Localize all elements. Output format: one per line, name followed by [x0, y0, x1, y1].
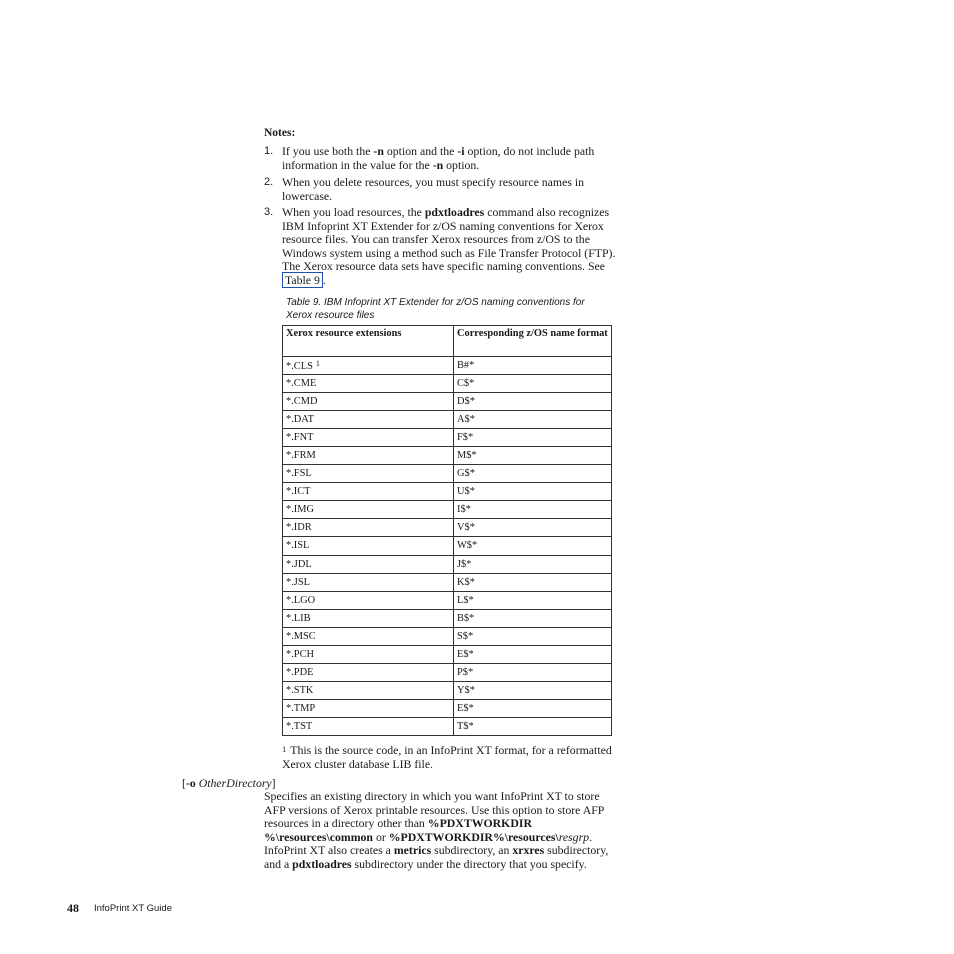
subdirectory-name: xrxres [512, 843, 545, 858]
table-row [283, 465, 612, 483]
cell-extension [283, 411, 454, 429]
description-text-run: Specifies an existing directory in which you want InfoPrint XT to store AFP versions of Xerox printable resources. Use this option to store AFP resources in a directory other than [264, 789, 604, 831]
footnote-marker: 1 [282, 744, 287, 754]
cell-zos-format: V$* [454, 519, 612, 537]
cell-extension [283, 591, 454, 609]
table-row [283, 573, 612, 591]
cell-extension [283, 627, 454, 645]
extension-text: *.CME [286, 378, 317, 390]
cell-extension [283, 375, 454, 393]
description-text-run: subdirectory, and a [264, 843, 609, 871]
extension-text: *.STK [286, 684, 314, 696]
table-row [283, 663, 612, 681]
table-row [283, 537, 612, 555]
extension-text: *.ISL [286, 540, 310, 552]
cell-zos-format: B#* [454, 357, 612, 375]
option-term [182, 776, 276, 791]
extension-text: *.FSL [286, 468, 312, 480]
note-text-run: command also recognizes IBM Infoprint XT Extender for z/OS naming conventions for Xerox resource files. You can transfer Xerox resources from z/OS to the Windows system using a method such as File Transfer Protocol (FTP). The Xerox resource data sets have specific naming conventions. See [282, 205, 616, 274]
table-row [283, 447, 612, 465]
extension-text: *.ICT [286, 486, 311, 498]
cell-zos-format: K$* [454, 573, 612, 591]
table-header-row [283, 326, 612, 357]
option-parameter: OtherDirectory [198, 776, 272, 790]
extension-text: *.IMG [286, 504, 314, 516]
note-number: 1. [264, 145, 274, 157]
table-row [283, 483, 612, 501]
table-row [283, 393, 612, 411]
table-footnote [282, 743, 612, 771]
footnote-text: This is the source code, in an InfoPrint XT format, for a reformatted Xerox cluster database LIB file. [282, 743, 612, 771]
table-body [283, 357, 612, 736]
extension-text: *.IDR [286, 522, 312, 534]
note-text-run: option, do not include path information in the value for the [282, 144, 595, 172]
cell-zos-format: T$* [454, 717, 612, 735]
table-row [283, 375, 612, 393]
cell-zos-format: G$* [454, 465, 612, 483]
cell-zos-format: F$* [454, 429, 612, 447]
cell-extension [283, 555, 454, 573]
cell-extension [283, 483, 454, 501]
table-row [283, 429, 612, 447]
extension-text: *.TST [286, 720, 313, 732]
note-text-run: . [322, 272, 326, 287]
table-row [283, 555, 612, 573]
column-header-extension: Xerox resource extensions [283, 326, 454, 357]
table-row [283, 717, 612, 735]
cell-zos-format: L$* [454, 591, 612, 609]
cell-extension [283, 429, 454, 447]
cell-zos-format: C$* [454, 375, 612, 393]
note-text [282, 145, 616, 172]
extension-text: *.PDE [286, 666, 314, 678]
table-row [283, 501, 612, 519]
note-text-run: If you use both the [282, 144, 374, 158]
option-flag: -n [432, 157, 444, 172]
extension-text: *.LGO [286, 594, 316, 606]
note-text [282, 176, 616, 203]
note-text [282, 206, 616, 288]
note-text-run: When you delete resources, you must specify resource names in lowercase. [282, 175, 585, 203]
command-name: pdxtloadres [424, 205, 485, 219]
table-9-link[interactable]: Table 9 [282, 272, 323, 288]
notes-heading: Notes: [264, 127, 296, 139]
extension-text: *.PCH [286, 648, 315, 660]
cell-zos-format: I$* [454, 501, 612, 519]
cell-extension [283, 393, 454, 411]
extension-text: *.JDL [286, 558, 312, 570]
bracket-close: ] [271, 776, 276, 790]
cell-zos-format: J$* [454, 555, 612, 573]
cell-zos-format: Y$* [454, 681, 612, 699]
cell-extension [283, 717, 454, 735]
extension-text: *.CLS [286, 361, 313, 373]
extension-text: *.JSL [286, 576, 310, 588]
cell-zos-format: M$* [454, 447, 612, 465]
description-text-run: subdirectory, an [431, 843, 513, 858]
description-text-run: . InfoPrint XT also creates a [264, 829, 593, 858]
cell-extension [283, 645, 454, 663]
option-flag: -o [185, 776, 196, 790]
note-text-run: When you load resources, the [282, 205, 425, 219]
extension-text: *.FNT [286, 432, 314, 444]
option-flag: -n [373, 144, 384, 158]
cell-extension [283, 447, 454, 465]
cell-zos-format: D$* [454, 393, 612, 411]
table-row [283, 627, 612, 645]
table-caption: Table 9. IBM Infoprint XT Extender for z/OS naming conventions for Xerox resource files [286, 297, 585, 321]
note-text-run: option. [443, 157, 480, 172]
path-variable: resgrp [558, 829, 590, 844]
note-number: 3. [264, 206, 274, 218]
directory-path: %PDXTWORKDIR%\resources\ [388, 829, 559, 844]
note-number: 2. [264, 176, 274, 188]
directory-path: %PDXTWORKDIR %\resources\common [264, 816, 532, 844]
cell-extension [283, 573, 454, 591]
subdirectory-name: metrics [393, 843, 432, 858]
cell-extension [283, 609, 454, 627]
cell-zos-format: E$* [454, 699, 612, 717]
bracket-open: [ [182, 776, 186, 790]
extension-text: *.FRM [286, 450, 316, 462]
extension-text: *.LIB [286, 612, 311, 624]
description-text-run: subdirectory under the directory that you specify. [351, 856, 587, 871]
cell-extension [283, 537, 454, 555]
option-description [264, 790, 614, 872]
footnote-reference: 1 [315, 359, 320, 369]
table-row [283, 591, 612, 609]
extension-text: *.DAT [286, 414, 314, 426]
table-row [283, 645, 612, 663]
cell-extension [283, 681, 454, 699]
note-item-1 [264, 145, 616, 172]
note-item-2 [264, 176, 616, 203]
table-row [283, 519, 612, 537]
table-row [283, 699, 612, 717]
cell-zos-format: E$* [454, 645, 612, 663]
running-footer-title: InfoPrint XT Guide [94, 903, 172, 914]
description-text-run: or [373, 829, 389, 844]
extension-text: *.TMP [286, 702, 316, 714]
option-flag: -i [457, 144, 465, 158]
cell-zos-format: P$* [454, 663, 612, 681]
cell-extension [283, 519, 454, 537]
cell-extension [283, 699, 454, 717]
cell-extension [283, 501, 454, 519]
cell-zos-format: B$* [454, 609, 612, 627]
column-header-zos-format: Corresponding z/OS name format [454, 326, 612, 357]
cell-extension [283, 663, 454, 681]
subdirectory-name: pdxtloadres [292, 856, 352, 871]
cell-extension [283, 465, 454, 483]
cell-zos-format: U$* [454, 483, 612, 501]
table-row [283, 681, 612, 699]
extension-text: *.MSC [286, 630, 316, 642]
extension-text: *.CMD [286, 396, 318, 408]
note-text-run: option and the [383, 144, 458, 158]
cell-extension [283, 357, 454, 375]
page-number: 48 [67, 901, 79, 915]
naming-conventions-table [282, 325, 612, 736]
cell-zos-format: W$* [454, 537, 612, 555]
table-row [283, 609, 612, 627]
cell-zos-format: S$* [454, 627, 612, 645]
table-row [283, 411, 612, 429]
cell-zos-format: A$* [454, 411, 612, 429]
note-item-3 [264, 206, 616, 288]
table-row [283, 357, 612, 375]
